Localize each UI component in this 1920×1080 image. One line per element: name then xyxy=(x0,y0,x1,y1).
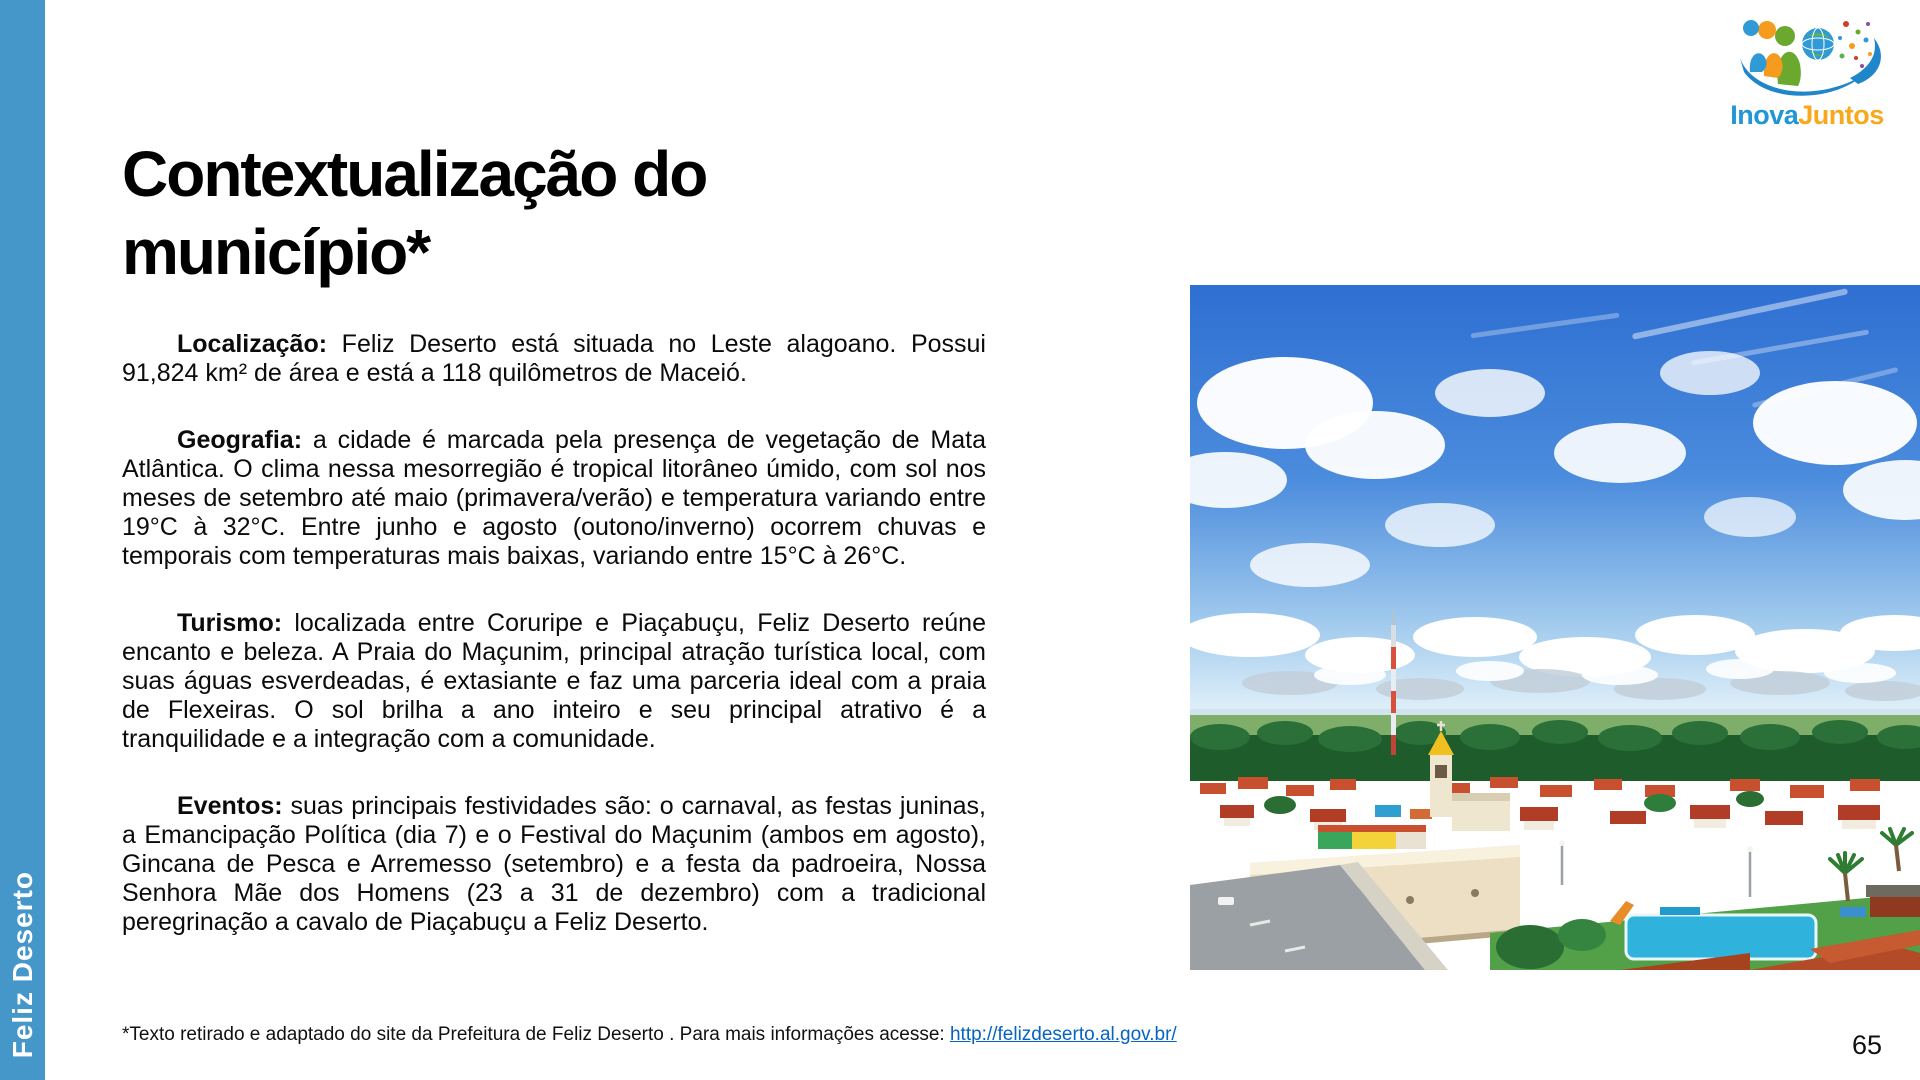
town-photo-illustration xyxy=(1190,285,1920,970)
wordmark-inova: Inova xyxy=(1730,100,1799,130)
paragraph-turismo xyxy=(122,609,986,754)
page-title: Contextualização do município* xyxy=(122,137,707,288)
footnote-text: *Texto retirado e adaptado do site da Prefeitura de Feliz Deserto . Para mais informações acesse: xyxy=(122,1024,950,1045)
inovajuntos-logo-icon xyxy=(1722,6,1892,106)
paragraph-turismo-label: Turismo: xyxy=(177,609,283,637)
footnote xyxy=(122,1024,1177,1046)
paragraph-geografia xyxy=(122,426,986,571)
wordmark-juntos: Juntos xyxy=(1798,100,1884,130)
town-aerial-photo xyxy=(1190,285,1920,970)
paragraph-geografia-label: Geografia: xyxy=(177,426,303,454)
paragraph-turismo-text: localizada entre Coruripe e Piaçabuçu, Feliz Deserto reúne encanto e beleza. A Praia do Maçunim, principal atração turística local, com suas águas esverdeadas, é extasiante e faz uma parceria ideal com a praia de Flexeiras. O sol brilha a ano inteiro e seu principal atrativo é a tranquilidade e a integração com a comunidade. xyxy=(122,609,986,753)
page-number: 65 xyxy=(1851,1030,1882,1060)
paragraph-geografia-text: a cidade é marcada pela presença de vegetação de Mata Atlântica. O clima nessa mesorregião é tropical litorâneo úmido, com sol nos meses de setembro até maio (primavera/verão) e temperatura variando entre 19°C à 32°C. Entre junho e agosto (outono/inverno) ocorrem chuvas e temporais com temperaturas mais baixas, variando entre 15°C à 26°C. xyxy=(122,426,986,570)
lamp-posts xyxy=(1559,840,1753,897)
side-band xyxy=(0,0,45,1080)
paragraph-localizacao xyxy=(122,330,986,388)
town-rooftops xyxy=(1200,777,1880,830)
telecom-tower-icon xyxy=(1391,611,1396,755)
paragraph-eventos xyxy=(122,792,986,937)
inovajuntos-wordmark xyxy=(1712,102,1902,129)
storefront-row xyxy=(1318,825,1426,849)
paragraph-localizacao-text: Feliz Deserto está situada no Leste alagoano. Possui 91,824 km² de área e está a 118 quilômetros de Maceió. xyxy=(122,330,986,387)
paragraph-eventos-text: suas principais festividades são: o carnaval, as festas juninas, a Emancipação Política (dia 7) e o Festival do Maçunim (ambos em agosto), Gincana de Pesca e Arremesso (setembro) e a festa da padroeira, Nossa Senhora Mãe dos Homens (23 a 31 de dezembro) com a tradicional peregrinação a cavalo de Piaçabuçu a Feliz Deserto. xyxy=(122,792,986,936)
footnote-link[interactable]: http://felizdeserto.al.gov.br/ xyxy=(949,1024,1177,1045)
paragraph-localizacao-label: Localização: xyxy=(177,330,328,358)
paragraph-eventos-label: Eventos: xyxy=(177,792,283,820)
inovajuntos-logo xyxy=(1712,6,1902,136)
body-text xyxy=(122,330,986,975)
municipality-vertical-label: Feliz Deserto xyxy=(6,870,38,1058)
